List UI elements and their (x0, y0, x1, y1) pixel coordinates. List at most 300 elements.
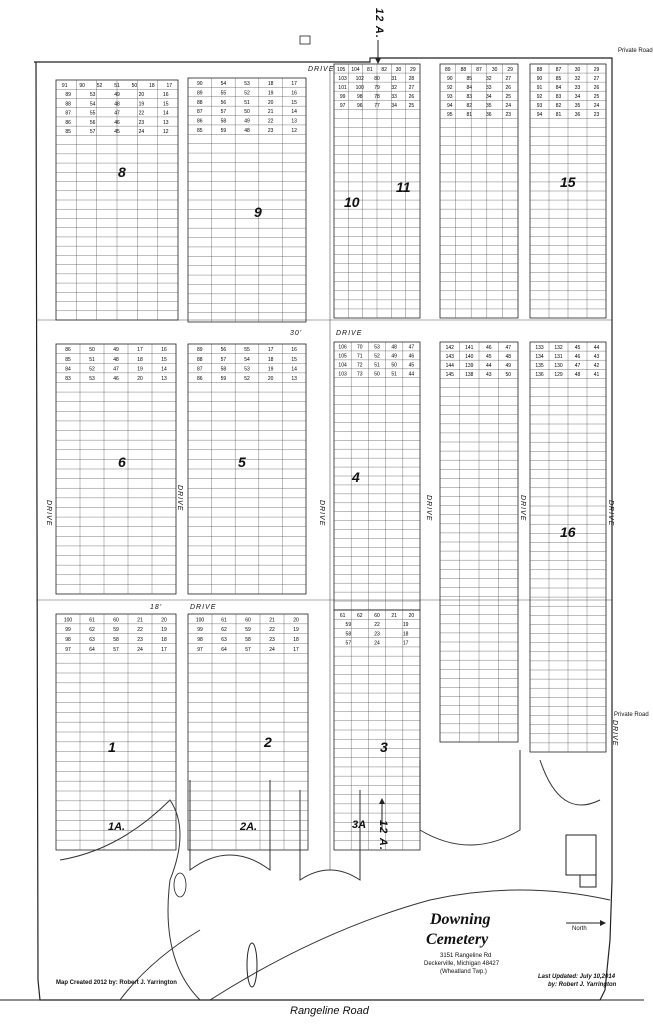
plot-number: 20 (293, 617, 299, 624)
drive-label-r1: DRIVE (425, 495, 432, 522)
section-11: 11 (396, 179, 411, 195)
section-6: 6 (118, 454, 126, 470)
plot-number: 23 (267, 127, 274, 134)
plot-number: 26 (505, 84, 512, 91)
plot-number: 132 (554, 344, 563, 351)
plot-number: 58 (113, 637, 119, 644)
plot-number: 18 (293, 637, 299, 644)
plot-number: 56 (220, 347, 227, 354)
curved-drive-2 (190, 780, 270, 870)
plot-number: 79 (374, 84, 380, 91)
plot-number: 51 (89, 356, 95, 363)
plot-number: 36 (574, 112, 581, 119)
plot-number: 51 (244, 99, 250, 106)
arrow-12a-bottom-icon (379, 798, 385, 804)
updated-line1: Last Updated: July 10,2014 (538, 974, 616, 980)
plot-number: 35 (485, 103, 492, 110)
plot-number: 19 (402, 622, 409, 629)
plot-number: 21 (269, 617, 275, 624)
plot-number: 82 (555, 103, 562, 110)
plot-number: 26 (593, 84, 600, 91)
plot-block (188, 614, 308, 850)
plot-number: 85 (197, 127, 203, 134)
plot-number: 19 (267, 366, 274, 373)
plot-number: 19 (293, 627, 299, 634)
plot-number: 134 (535, 353, 544, 360)
plot-number: 131 (554, 353, 563, 360)
plot-number: 33 (485, 84, 492, 91)
plot-number: 87 (555, 66, 562, 73)
plot-number: 93 (446, 94, 453, 101)
plot-number: 93 (536, 103, 543, 110)
plot-number: 46 (485, 344, 492, 351)
plot-number: 17 (137, 347, 143, 354)
plot-number: 52 (244, 376, 250, 383)
plot-number: 86 (65, 347, 71, 354)
plot-number: 58 (345, 631, 352, 638)
plot-number: 90 (446, 75, 453, 82)
plot-number: 92 (536, 94, 543, 101)
plot-number: 130 (554, 363, 563, 370)
plot-number: 29 (507, 66, 513, 73)
plot-number: 82 (381, 66, 387, 73)
gate-marker (300, 36, 310, 44)
section-15: 15 (560, 174, 576, 190)
plot-number: 23 (269, 637, 275, 644)
plot-number: 59 (113, 627, 119, 634)
plot-number: 25 (505, 94, 512, 101)
plot-number: 96 (357, 103, 363, 110)
plot-number: 94 (446, 103, 453, 110)
plot-number: 43 (485, 372, 492, 379)
private-road-label-top: Private Road (618, 48, 653, 54)
drive-label-lower: DRIVE (190, 604, 217, 611)
plot-number: 24 (138, 129, 145, 136)
plot-number: 23 (505, 112, 512, 119)
plot-number: 21 (137, 617, 143, 624)
plot-number: 50 (89, 347, 95, 354)
plot-number: 34 (485, 94, 492, 101)
plot-number: 43 (593, 353, 600, 360)
plot-number: 80 (374, 75, 380, 82)
plot-number: 60 (245, 617, 251, 624)
plot-number: 14 (161, 366, 167, 373)
plot-number: 105 (338, 353, 347, 360)
plot-number: 53 (89, 92, 96, 99)
plot-number: 64 (221, 646, 227, 653)
plot-number: 34 (574, 94, 581, 101)
plot-number: 88 (65, 101, 71, 108)
plot-number: 44 (485, 363, 492, 369)
plot-number: 78 (374, 94, 380, 101)
plot-number: 57 (345, 640, 352, 647)
plot-block (188, 344, 306, 594)
plot-number: 133 (535, 344, 544, 351)
plot-number: 91 (536, 84, 543, 91)
plot-number: 23 (138, 119, 145, 126)
plot-number: 142 (445, 344, 454, 351)
plot-number: 20 (408, 612, 415, 619)
plot-number: 98 (197, 637, 203, 644)
plot-number: 63 (221, 637, 227, 644)
plot-number: 13 (163, 119, 169, 126)
plot-number: 82 (466, 103, 473, 110)
plot-number: 22 (137, 627, 143, 634)
plot-number: 33 (574, 84, 581, 91)
plot-number: 56 (89, 119, 96, 126)
plot-number: 85 (65, 129, 71, 136)
plot-number: 19 (267, 90, 274, 97)
plot-block (530, 64, 606, 318)
plot-number: 86 (197, 118, 203, 125)
plot-number: 62 (357, 612, 363, 619)
drive-label-r4: DRIVE (611, 720, 618, 747)
plot-number: 83 (65, 376, 71, 383)
plot-number: 51 (374, 362, 380, 369)
drive-label-r3: DRIVE (607, 500, 614, 527)
plot-number: 27 (593, 75, 600, 82)
road-name: Rangeline Road (290, 1005, 369, 1017)
plot-number: 24 (505, 103, 512, 110)
plot-number: 86 (65, 119, 71, 126)
plot-number: 61 (339, 612, 346, 619)
plot-number: 87 (197, 109, 203, 116)
plot-number: 48 (113, 356, 119, 363)
section-5: 5 (238, 454, 246, 470)
plot-number: 60 (113, 617, 119, 624)
drive-label-30: DRIVE (318, 500, 325, 527)
plot-number: 95 (446, 112, 453, 119)
plot-number: 49 (113, 347, 119, 354)
plot-number: 59 (220, 127, 227, 134)
plot-number: 88 (197, 99, 203, 106)
plot-number: 49 (244, 118, 250, 125)
plot-number: 88 (197, 356, 203, 363)
plot-number: 22 (138, 110, 145, 117)
plot-number: 48 (114, 101, 120, 108)
plot-number: 52 (374, 353, 380, 360)
plot-number: 14 (291, 366, 297, 373)
plot-number: 87 (197, 366, 203, 373)
plot-number: 54 (89, 101, 96, 108)
plot-number: 47 (505, 344, 512, 351)
plot-number: 46 (408, 353, 415, 360)
plot-number: 29 (593, 66, 600, 73)
curved-drive-5 (540, 760, 600, 805)
plot-number: 101 (338, 84, 347, 91)
plot-number: 17 (161, 646, 167, 653)
plot-number: 136 (535, 372, 544, 379)
plot-number: 20 (267, 376, 274, 383)
plot-number: 94 (536, 112, 543, 119)
plot-number: 17 (267, 347, 274, 354)
plot-number: 24 (374, 640, 380, 647)
plot-number: 62 (221, 627, 227, 634)
plot-number: 15 (161, 356, 167, 363)
plot-number: 54 (220, 81, 227, 88)
plot-number: 22 (374, 622, 380, 629)
plot-number: 144 (445, 363, 454, 369)
plot-number: 71 (357, 353, 363, 360)
section-3: 3 (380, 739, 388, 755)
plot-number: 105 (336, 66, 346, 73)
plot-number: 88 (460, 66, 467, 73)
plot-number: 52 (89, 366, 95, 373)
private-road-label-right: Private Road (614, 712, 649, 718)
plot-number: 27 (408, 84, 415, 91)
plot-number: 50 (505, 372, 512, 379)
plot-number: 17 (293, 646, 299, 653)
address-line1: 3151 Rangeline Rd (440, 953, 492, 959)
map-title-line2: Cemetery (426, 931, 489, 948)
plot-number: 89 (197, 347, 203, 354)
plot-number: 23 (593, 112, 600, 119)
plot-number: 41 (593, 372, 600, 379)
label-12a-top: 12 A. (373, 8, 385, 39)
plot-number: 86 (197, 376, 203, 383)
plot-number: 32 (391, 84, 397, 91)
plot-number: 81 (555, 112, 562, 119)
plot-number: 13 (291, 118, 297, 125)
plot-number: 48 (574, 372, 581, 379)
plot-number: 84 (555, 84, 562, 91)
plot-number: 56 (220, 99, 227, 106)
plot-number: 55 (244, 347, 250, 354)
plot-number: 50 (131, 82, 138, 89)
plot-number: 15 (163, 101, 169, 108)
plot-number: 24 (269, 646, 275, 653)
plot-number: 135 (535, 363, 544, 370)
plot-number: 45 (408, 362, 415, 369)
plot-number: 51 (114, 82, 120, 89)
arrow-12a-top-icon (375, 58, 381, 64)
plot-number: 73 (357, 371, 363, 378)
plot-number: 17 (402, 640, 409, 647)
label-12a-bottom: 12 A. (377, 820, 389, 851)
plot-number: 98 (357, 94, 363, 101)
plot-number: 12 (291, 127, 297, 134)
plot-number: 52 (244, 90, 250, 97)
plot-block (334, 610, 420, 850)
plot-number: 141 (465, 344, 474, 351)
plot-number: 53 (244, 81, 250, 88)
plot-number: 22 (267, 118, 274, 125)
cemetery-boundary (34, 58, 612, 1000)
plot-number: 32 (574, 75, 581, 82)
plot-number: 27 (505, 75, 512, 82)
plot-number: 85 (466, 75, 473, 82)
plot-number: 44 (593, 344, 600, 351)
plot-number: 47 (114, 110, 120, 117)
section-3a: 3A (352, 819, 367, 831)
plot-number: 50 (244, 109, 250, 116)
plot-number: 20 (138, 92, 145, 99)
plot-number: 83 (555, 94, 562, 101)
plot-number: 17 (166, 82, 173, 89)
plot-number: 72 (357, 362, 363, 369)
building-annex (580, 875, 596, 887)
drive-label-r2: DRIVE (519, 495, 526, 522)
plot-number: 30 (491, 66, 498, 73)
plot-number: 60 (374, 612, 380, 619)
plot-number: 16 (291, 347, 297, 354)
plot-number: 89 (65, 92, 71, 99)
plot-number: 16 (291, 90, 297, 97)
plot-number: 97 (197, 646, 203, 653)
island-small (174, 873, 186, 897)
plot-number: 97 (339, 103, 346, 110)
plot-number: 102 (355, 75, 364, 82)
plot-number: 57 (113, 646, 119, 653)
plot-number: 77 (374, 103, 380, 110)
plot-number: 52 (96, 82, 103, 89)
drive-label-top: DRIVE (308, 66, 335, 73)
plot-number: 88 (536, 66, 543, 73)
plot-number: 90 (536, 75, 543, 82)
section-10: 10 (344, 194, 360, 210)
plot-number: 18 (267, 356, 274, 363)
plot-number: 46 (114, 119, 120, 126)
section-9: 9 (254, 204, 262, 220)
plot-number: 54 (244, 356, 250, 363)
plot-number: 47 (408, 344, 415, 351)
plot-number: 57 (89, 129, 96, 136)
plot-number: 99 (197, 627, 203, 634)
plot-number: 100 (63, 617, 73, 624)
curved-drive-1 (60, 800, 200, 1000)
plot-block (56, 80, 178, 320)
building (566, 835, 596, 875)
drive-label-18: DRIVE (176, 485, 183, 512)
plot-number: 99 (65, 627, 71, 634)
road-curve-2 (120, 930, 200, 1000)
plot-number: 29 (410, 66, 416, 73)
plot-number: 47 (574, 363, 581, 370)
plot-number: 62 (89, 627, 95, 634)
plot-number: 47 (113, 366, 119, 373)
plot-number: 19 (137, 366, 143, 373)
plot-number: 84 (65, 366, 71, 373)
plot-number: 49 (505, 363, 512, 369)
plot-number: 99 (339, 94, 346, 101)
plot-block (56, 614, 176, 850)
north-arrow-icon (600, 920, 606, 926)
plot-number: 18 (161, 637, 167, 644)
plot-number: 90 (79, 82, 85, 89)
drive-18-label: 18' (150, 604, 163, 611)
plot-number: 92 (446, 84, 453, 91)
plot-number: 51 (391, 371, 397, 378)
plot-number: 90 (197, 81, 203, 88)
plot-number: 143 (445, 353, 454, 360)
plot-number: 20 (267, 99, 274, 106)
plot-block (188, 78, 306, 322)
plot-number: 24 (137, 646, 143, 653)
plot-number: 35 (574, 103, 581, 110)
plot-number: 139 (465, 363, 474, 369)
plot-number: 58 (220, 118, 227, 125)
section-1a: 1A. (108, 821, 126, 833)
section-1: 1 (108, 739, 116, 755)
plot-number: 103 (338, 75, 347, 82)
map-credit: Map Created 2012 by: Robert J. Yarrington (56, 980, 177, 986)
plot-number: 48 (244, 127, 250, 134)
plot-number: 44 (408, 371, 415, 378)
plot-number: 87 (476, 66, 482, 73)
entrance-island (247, 943, 257, 987)
section-2a: 2A. (240, 821, 258, 833)
plot-number: 25 (408, 103, 415, 110)
plot-number: 55 (220, 90, 227, 97)
plot-number: 45 (114, 129, 120, 136)
plot-number: 89 (445, 66, 451, 73)
plot-number: 104 (338, 362, 347, 369)
plot-number: 100 (355, 84, 364, 91)
plot-number: 50 (391, 362, 397, 369)
drive-label-left: DRIVE (45, 500, 52, 527)
plot-number: 106 (338, 344, 347, 351)
plot-number: 57 (245, 646, 251, 653)
plot-number: 25 (593, 94, 600, 101)
plot-number: 85 (65, 356, 71, 363)
curved-drive-4 (420, 750, 520, 845)
plot-number: 23 (374, 631, 380, 638)
plot-number: 17 (291, 81, 297, 88)
plot-number: 46 (574, 353, 581, 360)
plot-number: 64 (89, 646, 95, 653)
plot-number: 34 (391, 103, 397, 110)
plot-number: 59 (245, 627, 251, 634)
plot-number: 19 (161, 627, 167, 634)
plot-number: 15 (291, 99, 297, 106)
plot-number: 36 (485, 112, 492, 119)
plot-number: 46 (113, 376, 119, 383)
plot-number: 13 (291, 376, 297, 383)
plot-number: 48 (391, 344, 397, 351)
plot-number: 22 (269, 627, 275, 634)
plot-block (56, 344, 176, 594)
plot-number: 31 (391, 75, 397, 82)
plot-number: 70 (357, 344, 363, 351)
plot-block (440, 64, 518, 318)
plot-number: 24 (593, 103, 600, 110)
plot-number: 61 (89, 617, 95, 624)
plot-number: 14 (291, 109, 297, 116)
plot-number: 129 (554, 372, 563, 379)
plot-number: 19 (138, 101, 145, 108)
section-2: 2 (264, 734, 272, 750)
plot-number: 28 (408, 75, 415, 82)
plot-number: 30 (574, 66, 581, 73)
plot-number: 53 (244, 366, 250, 373)
plot-block (334, 342, 420, 610)
plot-number: 50 (374, 371, 380, 378)
section-4: 4 (352, 469, 360, 485)
plot-number: 30 (395, 66, 402, 73)
plot-number: 45 (485, 353, 492, 360)
plot-number: 42 (593, 363, 600, 370)
plot-number: 81 (466, 112, 473, 119)
plot-number: 45 (574, 344, 581, 351)
plot-number: 83 (466, 94, 473, 101)
plot-number: 23 (137, 637, 143, 644)
plot-number: 81 (367, 66, 373, 73)
plot-number: 59 (220, 376, 227, 383)
plot-number: 18 (149, 82, 155, 89)
drive-label-mid: DRIVE (336, 330, 363, 337)
plot-number: 26 (408, 94, 415, 101)
plot-number: 20 (161, 617, 167, 624)
